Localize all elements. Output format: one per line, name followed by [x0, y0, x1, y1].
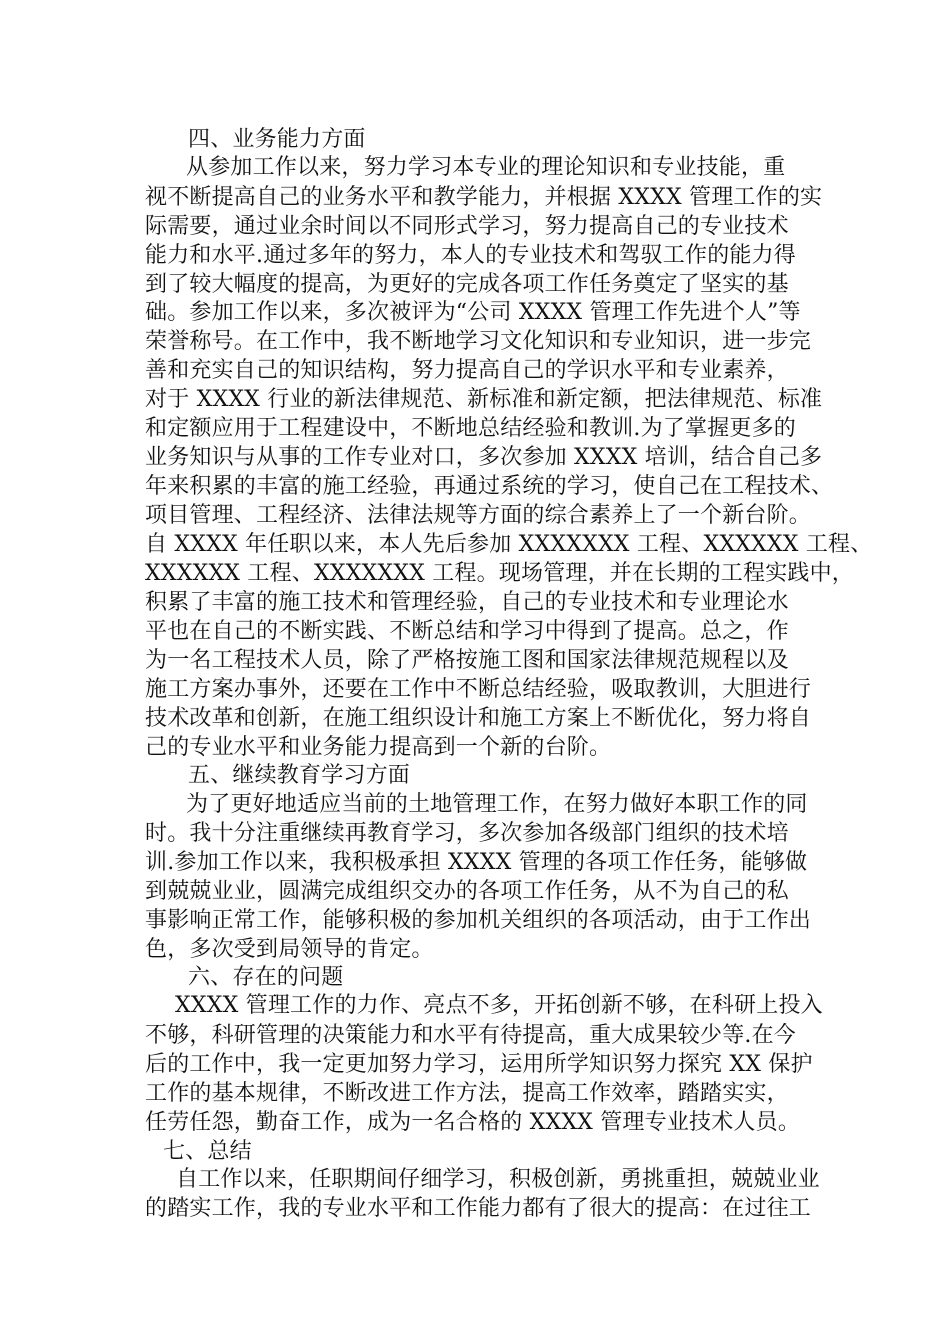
text-line: 施工方案办事外，还要在工作中不断总结经验，吸取教训，大胆进行 — [145, 677, 812, 702]
text-line: 为一名工程技术人员，除了严格按施工图和国家法律规范规程以及 — [145, 648, 789, 673]
section-heading-7: 七、总结 — [163, 1139, 252, 1164]
text-line: 工作的基本规律，不断改进工作方法，提高工作效率，踏踏实实， — [145, 1081, 789, 1106]
text-line: 从参加工作以来，努力学习本专业的理论知识和专业技能，重 — [186, 155, 786, 180]
text-line: 自工作以来，任职期间仔细学习，积极创新，勇挑重担，兢兢业业 — [176, 1167, 820, 1192]
text-line: 为了更好地适应当前的土地管理工作，在努力做好本职工作的同 — [186, 792, 808, 817]
text-line: 到了较大幅度的提高，为更好的完成各项工作任务奠定了坚实的基 — [145, 272, 789, 297]
text-line: 己的专业水平和业务能力提高到一个新的台阶。 — [145, 735, 612, 760]
text-line: 荣誉称号。在工作中，我不断地学习文化知识和专业知识，进一步完 — [145, 329, 812, 354]
text-line: 自 XXXX 年任职以来，本人先后参加 XXXXXXX 工程、XXXXXX 工程、 — [145, 532, 873, 557]
text-line: 积累了丰富的施工技术和管理经验，自己的专业技术和专业理论水 — [145, 590, 789, 615]
text-line: 技术改革和创新，在施工组织设计和施工方案上不断优化，努力将自 — [145, 706, 812, 731]
text-line: XXXXXX 工程、XXXXXXX 工程。现场管理，并在长期的工程实践中， — [145, 561, 854, 586]
text-line: 础。参加工作以来，多次被评为“公司 XXXX 管理工作先进个人”等 — [145, 300, 801, 325]
text-line: 色，多次受到局领导的肯定。 — [145, 937, 434, 962]
text-line: 对于 XXXX 行业的新法律规范、新标准和新定额，把法律规范、标准 — [145, 387, 823, 412]
text-line: 任劳任怨，勤奋工作，成为一名合格的 XXXX 管理专业技术人员。 — [145, 1110, 801, 1135]
text-line: XXXX 管理工作的力作、亮点不多，开拓创新不够，在科研上投入 — [175, 993, 823, 1018]
text-line: 业务知识与从事的工作专业对口，多次参加 XXXX 培训，结合自己多 — [145, 445, 823, 470]
text-line: 不够，科研管理的决策能力和水平有待提高，重大成果较少等.在今 — [145, 1023, 796, 1048]
text-line: 际需要，通过业余时间以不同形式学习，努力提高自己的专业技术 — [145, 214, 789, 239]
text-line: 和定额应用于工程建设中，不断地总结经验和教训.为了掌握更多的 — [145, 416, 796, 441]
text-line: 后的工作中，我一定更加努力学习，运用所学知识努力探究 XX 保护 — [145, 1052, 813, 1077]
text-line: 视不断提高自己的业务水平和教学能力，并根据 XXXX 管理工作的实 — [145, 185, 823, 210]
text-line: 项目管理、工程经济、法律法规等方面的综合素养上了一个新台阶。 — [145, 503, 812, 528]
text-line: 训.参加工作以来，我积极承担 XXXX 管理的各项工作任务，能够做 — [145, 850, 808, 875]
text-line: 平也在自己的不断实践、不断总结和学习中得到了提高。总之，作 — [145, 619, 789, 644]
text-line: 到兢兢业业，圆满完成组织交办的各项工作任务，从不为自己的私 — [145, 879, 789, 904]
text-line: 的踏实工作，我的专业水平和工作能力都有了很大的提高：在过往工 — [145, 1196, 812, 1221]
section-heading-4: 四、业务能力方面 — [188, 127, 366, 152]
text-line: 能力和水平.通过多年的努力，本人的专业技术和驾驭工作的能力得 — [145, 243, 796, 268]
section-heading-5: 五、继续教育学习方面 — [188, 763, 411, 788]
text-line: 事影响正常工作，能够积极的参加机关组织的各项活动，由于工作出 — [145, 908, 812, 933]
text-line: 年来积累的丰富的施工经验，再通过系统的学习，使自己在工程技术、 — [145, 474, 834, 499]
text-line: 善和充实自己的知识结构，努力提高自己的学识水平和专业素养， — [145, 358, 789, 383]
section-heading-6: 六、存在的问题 — [188, 965, 344, 990]
text-line: 时。我十分注重继续再教育学习，多次参加各级部门组织的技术培 — [145, 821, 789, 846]
